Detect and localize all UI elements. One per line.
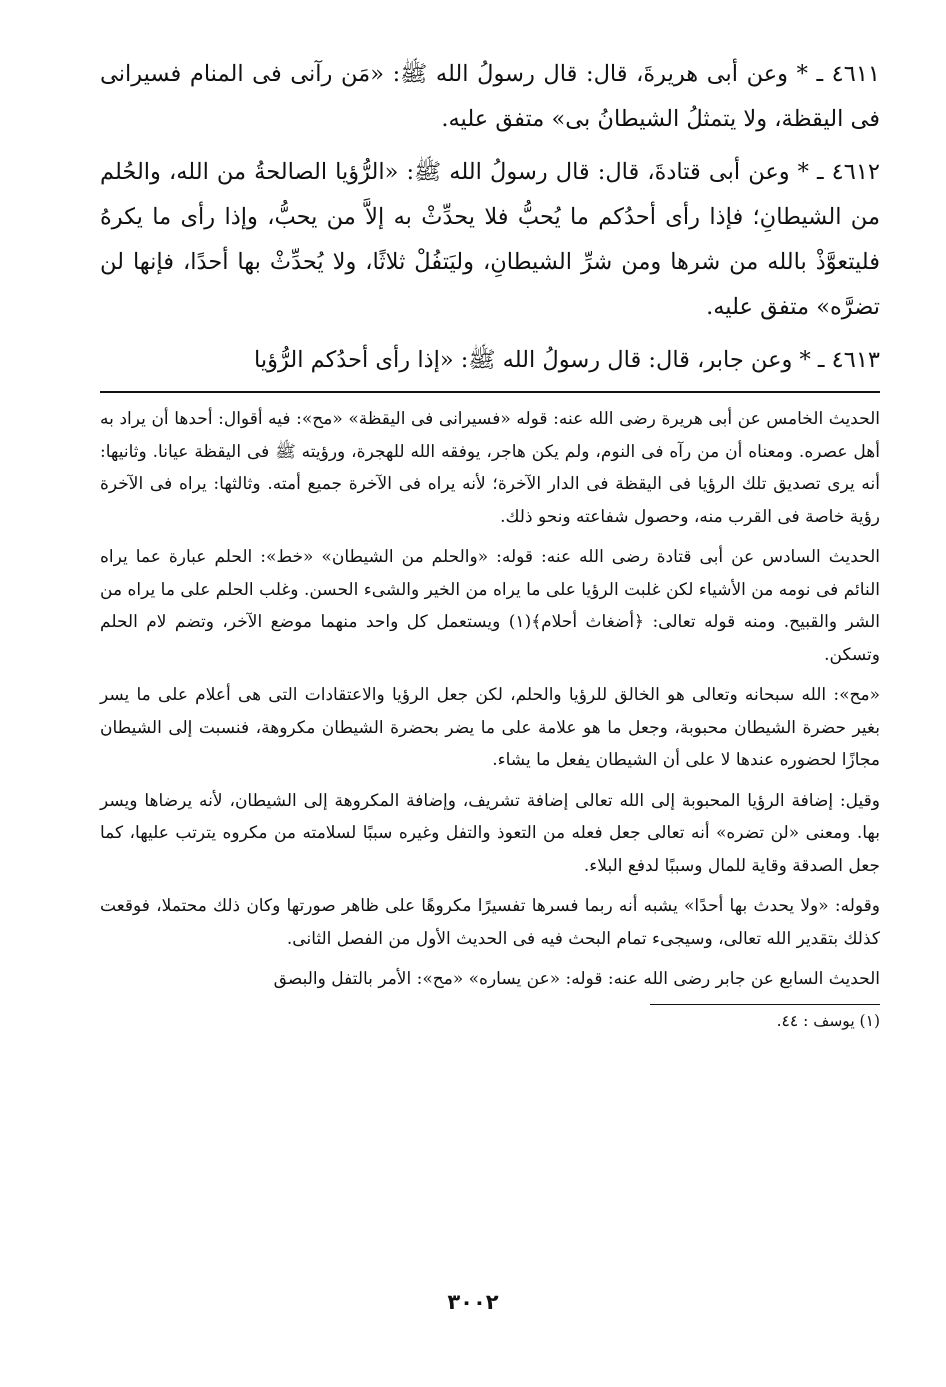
hadith-4612: ٤٦١٢ ـ * وعن أبى قتادةَ، قال: قال رسولُ الله ﷺ: «الرُّؤيا الصالحةُ من الله، والحُلم من الشيطانِ؛ فإذا رأى أحدُكم ما يُحبُّ فلا يحدِّثْ به إلاَّ من يحبُّ، وإذا رأى ما يكرهُ فليتعوَّذْ بالله من شرها ومن شرِّ الشيطانِ، وليَتفُلْ ثلاثًا، ولا يُحدِّثْ بها أحدًا، فإنها لن تضرَّه» متفق عليه. (100, 159, 880, 320)
commentary-paragraph: الحديث السادس عن أبى قتادة رضى الله عنه: قوله: «والحلم من الشيطان» «خط»: الحلم عبارة عما يراه النائم فى نومه من الأشياء لكن غلبت الرؤيا على ما يراه من الخير والشىء الحسن. وغلب الحلم على ما يراه من الشر والقبيح. ومنه قوله تعالى: ﴿أضغاث أحلام﴾(١) ويستعمل كل واحد منهما موضع الآخر، وتضم لام الحلم وتسكن. (100, 547, 880, 665)
hadith-4613: ٤٦١٣ ـ * وعن جابر، قال: قال رسولُ الله ﷺ: «إذا رأى أحدُكم الرُّؤيا (253, 347, 880, 373)
footnote: (١) يوسف : ٤٤. (776, 1011, 880, 1030)
commentary-paragraph: وقيل: إضافة الرؤيا المحبوبة إلى الله تعالى إضافة تشريف، وإضافة المكروهة إلى الشيطان، لأنه يرضاها ويسر بها. ومعنى «لن تضره» أنه تعالى جعل فعله من التعوذ والتفل وغيره سببًا لسلامته من مكروه يترتب عليها، كما جعل الصدقة وقاية للمال وسببًا لدفع البلاء. (100, 790, 880, 876)
commentary-paragraph: الحديث الخامس عن أبى هريرة رضى الله عنه: قوله «فسيرانى فى اليقظة» «مح»: فيه أقوال: أحدها أن يراد به أهل عصره. ومعناه أن من رآه فى النوم، ولم يكن هاجر، يوفقه الله للهجرة، ورؤيته ﷺ فى اليقظة عيانا. وثانيها: أنه يرى تصديق تلك الرؤيا فى اليقظة فى الدار الآخرة؛ لأنه يراه فى الآخرة جميع أمته. وثالثها: يراه فى الآخرة رؤية خاصة فى القرب منه، وحصول شفاعته ونحو ذلك. (100, 409, 880, 527)
section-divider (100, 391, 880, 393)
commentary-paragraph: وقوله: «ولا يحدث بها أحدًا» يشبه أنه ربما فسرها تفسيرًا مكروهًا على ظاهر صورتها وكان ذلك محتملا، فوقعت كذلك بتقدير الله تعالى، وسيجىء تمام البحث فيه فى الحديث الأول من الفصل الثانى. (100, 896, 880, 949)
commentary-paragraph: «مح»: الله سبحانه وتعالى هو الخالق للرؤيا والحلم، لكن جعل الرؤيا والاعتقادات التى هى أعلام على ما يسر بغير حضرة الشيطان محبوبة، وجعل ما هو علامة على ما يضر بحضرة الشيطان مكروهة، فنسبت إلى الشيطان مجازًا لحضوره عندها لا على أن الشيطان يفعل ما يشاء. (100, 685, 880, 770)
footnote-divider (650, 1004, 880, 1005)
hadith-4611: ٤٦١١ ـ * وعن أبى هريرةَ، قال: قال رسولُ الله ﷺ: «مَن رآنى فى المنام فسيرانى فى اليقظة، ولا يتمثلُ الشيطانُ بى» متفق عليه. (100, 61, 880, 132)
page-number: ٣٠٠٢ (447, 1290, 499, 1314)
commentary-paragraph: الحديث السابع عن جابر رضى الله عنه: قوله: «عن يساره» «مح»: الأمر بالتفل والبصق (273, 969, 880, 989)
page-body (100, 52, 880, 1033)
